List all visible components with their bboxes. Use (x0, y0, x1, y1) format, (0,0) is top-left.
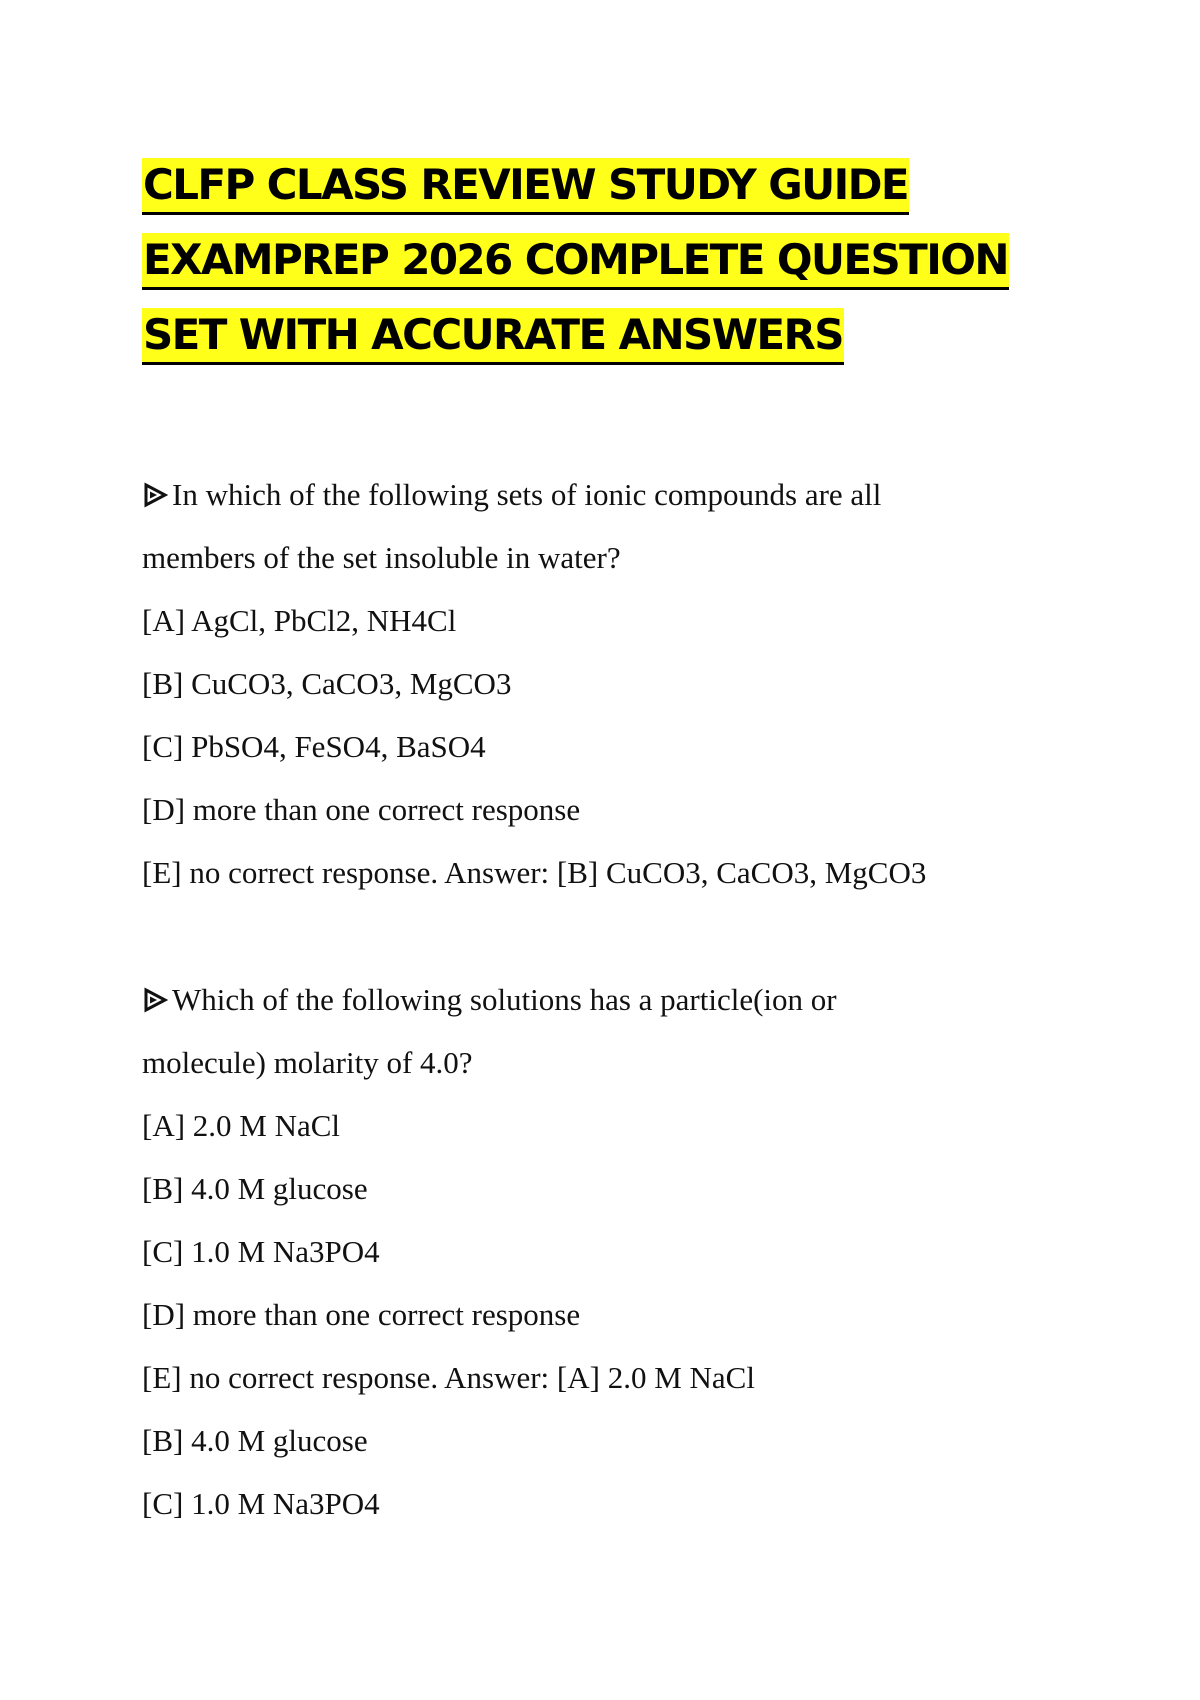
triangle-right-outline-icon (142, 482, 168, 508)
question-2-option-e-answer: [E] no correct response. Answer: [A] 2.0 M NaCl (142, 1360, 755, 1395)
title-line-3: SET WITH ACCURATE ANSWERS (142, 308, 844, 365)
question-1-option-a: [A] AgCl, PbCl2, NH4Cl (142, 603, 457, 638)
question-1-stem-line-1 (142, 463, 1072, 526)
question-2-option-b: [B] 4.0 M glucose (142, 1171, 368, 1206)
question-2-option-d: [D] more than one correct response (142, 1297, 581, 1332)
question-2-answer-continued-c: [C] 1.0 M Na3PO4 (142, 1486, 380, 1521)
question-2-stem-line-2: molecule) molarity of 4.0? (142, 1045, 473, 1080)
question-2-option-a: [A] 2.0 M NaCl (142, 1108, 341, 1143)
title-line-2: EXAMPREP 2026 COMPLETE QUESTION (142, 233, 1009, 290)
question-1-text: In which of the following sets of ionic compounds are all (172, 477, 882, 512)
question-1-option-e-answer: [E] no correct response. Answer: [B] CuCO3, CaCO3, MgCO3 (142, 855, 927, 890)
question-2-option-c: [C] 1.0 M Na3PO4 (142, 1234, 380, 1269)
question-1 (142, 463, 1072, 904)
question-2 (142, 968, 1072, 1535)
question-2-stem-line-1 (142, 968, 1072, 1031)
document-title (142, 150, 1072, 375)
title-line-1: CLFP CLASS REVIEW STUDY GUIDE (142, 158, 909, 215)
question-1-option-c: [C] PbSO4, FeSO4, BaSO4 (142, 729, 486, 764)
document-page (142, 150, 1072, 1535)
question-1-option-d: [D] more than one correct response (142, 792, 581, 827)
question-1-option-b: [B] CuCO3, CaCO3, MgCO3 (142, 666, 512, 701)
question-1-stem-line-2: members of the set insoluble in water? (142, 540, 621, 575)
triangle-right-outline-icon (142, 987, 168, 1013)
question-2-text: Which of the following solutions has a particle(ion or (172, 982, 837, 1017)
question-2-answer-continued-b: [B] 4.0 M glucose (142, 1423, 368, 1458)
